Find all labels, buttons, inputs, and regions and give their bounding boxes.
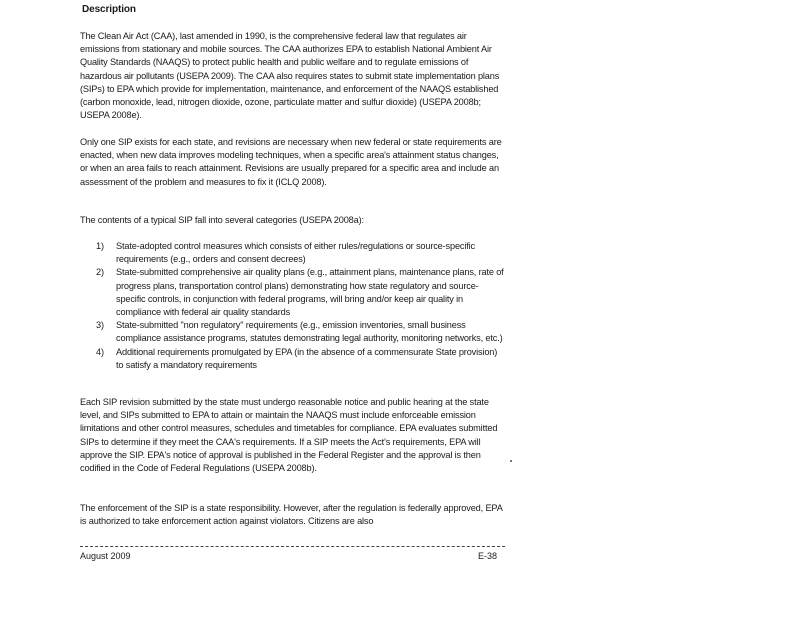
paragraph-sip-revisions: Only one SIP exists for each state, and revisions are necessary when new federal or state requirements are enacted, when new data improves modeling techniques, when a specific area's attainment status changes, or when an area fails to reach attainment. Revisions are usually prepared for a specific area and include an assessment of the problem and measures to fix it (ICLQ 2008).	[80, 137, 502, 187]
list-item-text: State-adopted control measures which consists of either rules/regulations or source-specific requirements (e.g., orders and consent decrees)	[116, 241, 475, 265]
list-item-text: Additional requirements promulgated by EPA (in the absence of a commensurate State provision) to satisfy a mandatory requirements	[116, 346, 498, 370]
list-item-number: 3)	[96, 320, 104, 331]
list-item-number: 1)	[96, 241, 104, 251]
list-item-number: 4)	[96, 346, 104, 357]
footer-divider	[80, 546, 505, 547]
list-item-text: State-submitted "non regulatory" requirements (e.g., emission inventories, small business compliance assistance programs, statutes demonstrating legal authority, monitoring networks, etc.)	[116, 320, 503, 344]
footer-page-number: E-38	[478, 551, 498, 561]
sip-categories-list	[96, 240, 504, 372]
scan-speck	[510, 460, 512, 462]
list-item-number: 2)	[96, 267, 104, 278]
list-item	[96, 240, 504, 266]
footer-date: August 2009	[80, 551, 131, 561]
list-item	[96, 266, 504, 319]
paragraph-clean-air-act: The Clean Air Act (CAA), last amended in 1990, is the comprehensive federal law that regulates air emissions from stationary and mobile sources. The CAA authorizes EPA to establish National Ambient Air Quality Standards (NAAQS) to protect public health and public welfare and to regulate emissions of hazardous air pollutants (USEPA 2009). The CAA also requires states to submit state implementation plans (SIPs) to EPA which provide for implementation, maintenance, and enforcement of the NAAQS established (carbon monoxide, lead, nitrogen dioxide, ozone, particulate matter and sulfur dioxide) (USEPA 2008b; USEPA 2008e).	[80, 31, 500, 121]
paragraph-sip-revision-process: Each SIP revision submitted by the state must undergo reasonable notice and public hearing at the state level, and SIPs submitted to EPA to attain or maintain the NAAQS must include enforceable emission limitations and other control measures, schedules and timetables for compliance. EPA evaluates submitted SIPs to determine if they meet the CAA's requirements. If a SIP meets the Act's requirements, EPA will approve the SIP. EPA's notice of approval is published in the Federal Register and the approval is then codified in the Code of Federal Regulations (USEPA 2008b).	[80, 397, 498, 474]
paragraph-sip-enforcement: The enforcement of the SIP is a state responsibility. However, after the regulation is federally approved, EPA is authorized to take enforcement action against violators. Citizens are also	[80, 503, 503, 527]
list-item-text: State-submitted comprehensive air quality plans (e.g., attainment plans, maintenance plans, rate of progress plans, transportation control plans) demonstrating how state regulatory and source-specific controls, in conjunction with federal programs, will bring and/or keep air quality in compliance with federal air quality standards	[116, 267, 504, 318]
list-item	[96, 346, 504, 372]
list-item	[96, 319, 504, 345]
section-heading: Description	[82, 4, 136, 15]
paragraph-sip-contents-intro: The contents of a typical SIP fall into several categories (USEPA 2008a):	[80, 215, 364, 225]
